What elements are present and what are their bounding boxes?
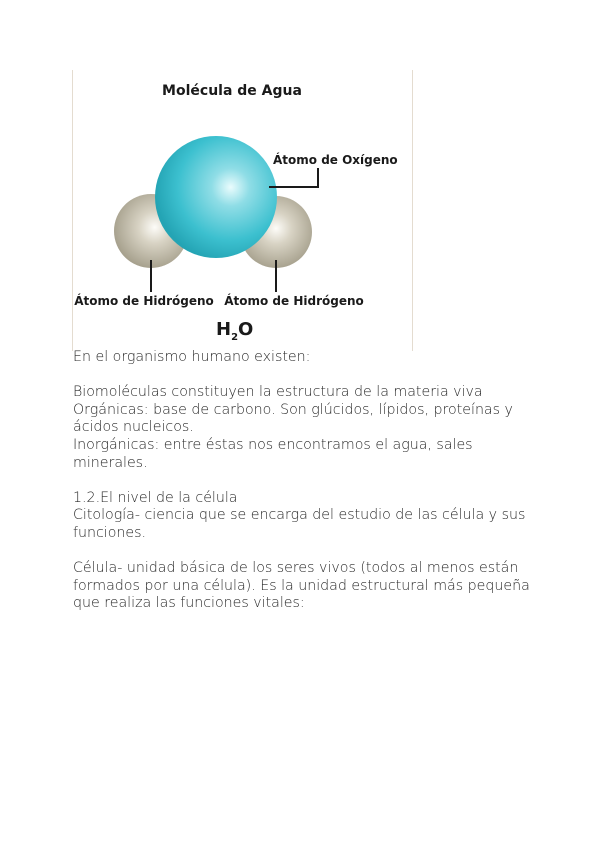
oxygen-label: Átomo de Oxígeno [273, 153, 398, 167]
inorganicas-line: Inorgánicas: entre éstas nos encontramos el agua, sales minerales. [73, 436, 473, 471]
formula-o: O [238, 319, 254, 340]
oxygen-atom [155, 136, 277, 258]
formula-h: H [216, 319, 232, 340]
biomoleculas-line: Biomoléculas constituyen la estructura de la materia viva [73, 384, 483, 401]
figure-title: Molécula de Agua [162, 83, 302, 99]
formula-label [216, 319, 253, 343]
molecule-diagram [72, 70, 413, 351]
water-molecule-figure [72, 70, 413, 351]
hydrogen-right-label: Átomo de Hidrógeno [224, 294, 364, 308]
intro-line: En el organismo humano existen: [73, 349, 311, 365]
document-body [73, 349, 543, 613]
section-heading: 1.2.El nivel de la célula [73, 489, 238, 506]
oxygen-leader-line [269, 168, 318, 187]
hydrogen-left-label: Átomo de Hidrógeno [74, 294, 214, 308]
citologia-line: Citología- ciencia que se encarga del estudio de las célula y sus funciones. [73, 507, 526, 541]
celula-line: Célula- unidad básica de los seres vivos (todos al menos están formados por una célula). Es la unidad estructural más pequeña que realiza las funciones vitales: [73, 560, 530, 612]
formula-subscript: 2 [231, 332, 239, 343]
organicas-line: Orgánicas: base de carbono. Son glúcidos, lípidos, proteínas y ácidos nucleicos. [73, 401, 513, 436]
